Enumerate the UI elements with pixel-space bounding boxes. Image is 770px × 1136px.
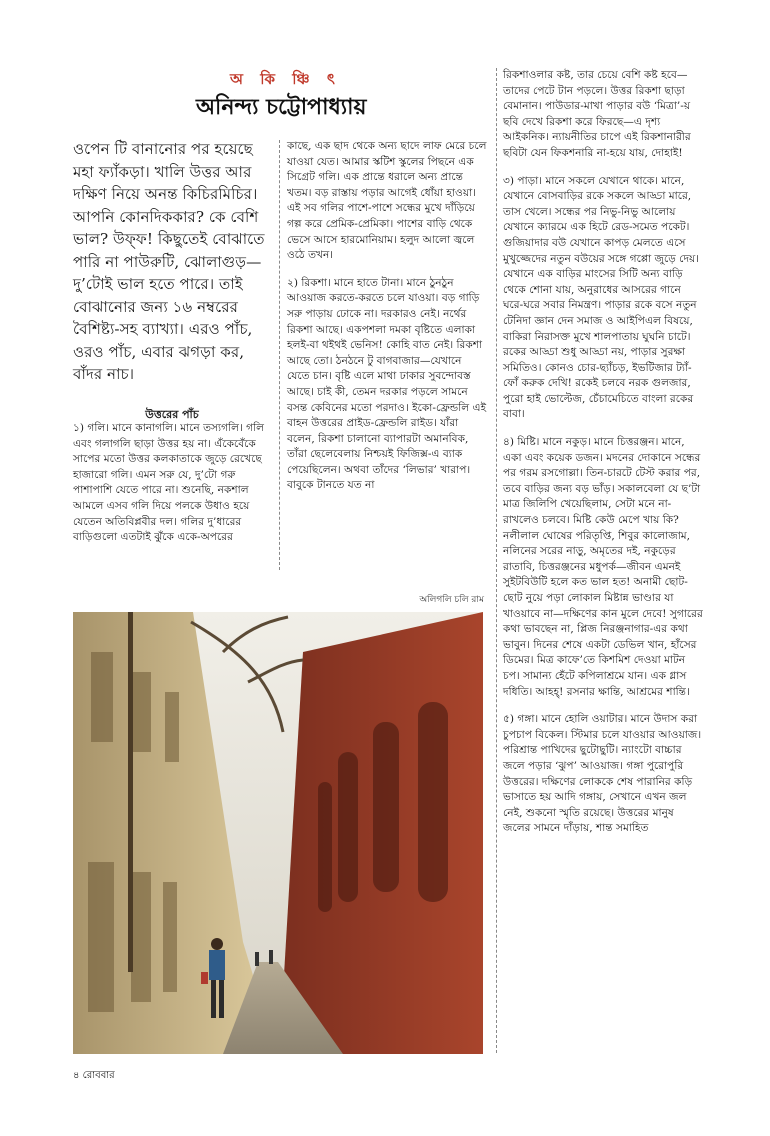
para-mishti: ৪) মিষ্টি। মানে নকুড়। মানে চিত্তরঞ্জন। মানে, একা এবং কয়েক ডজন। মদনের দোকানে সন্ধের পর গরম রসগোল্লা। তিন-চারটে টেস্ট করার পর, তবে বাড়ির জন্য বড় ভাঁড়। সকালবেলা যে ছ’টা মাত্র জিলিপি খেয়েছিলাম, সেটা মনে না-রাখলেও চলবে। মিষ্টি কেউ মেপে খায় কি? নলীলাল ঘোষের পরিতৃপ্তি, শিবুর কালোজাম, নলিনের সরের নাড়ু, অমৃতের দই, নকুড়ের রাতাবি, চিত্তরঞ্জনের মধুপর্ক—জীবন এমনই সুইটবিউটি হলে কত ভাল হত! অনামী ছোট-ছোট নুয়ে পড়া লোকাল মিষ্টান্ন ভাণ্ডার যা খাওয়াবে না—দক্ষিণের কান মুলে দেবে! সুগারের কথা ভাবছেন না, প্লিজ নিরঞ্জনাগার-এর কথা ভাবুন। দিনের শেষে একটা ডেভিল খান, হাঁসের ডিমের। মিত্র কাফে’তে কিশমিশ দেওয়া মাটন চপ। সামান্য হেঁটে কপিলাশ্রমে যান। এক গ্লাস দধিতি। আহহ্! রসনার ক্ষান্তি, আশ্রমের শান্তি। [503, 436, 703, 698]
para-ganga: ৫) গঙ্গা। মানে হোলি ওয়াটার। মানে উদাস করা চুপচাপ বিকেল। স্টিমার চলে যাওয়ার আওয়াজ। পরিশ্রান্ত পাখিদের ছুটোছুটি। ন্যাংটো বাচ্চার জলে পড়ার ‘ঝুপ’ আওয়াজ। গঙ্গা পুরোপুরি উত্তরের। দক্ষিণের লোককে শেষ পারানির কড়ি ভাসাতে হয় আদি গঙ্গায়, সেখানে এখন জল নেই, শুকনো স্মৃতি রয়েছে। উত্তরের মানুষ জলের সামনে দাঁড়ায়, শান্ত সমাহিত [503, 713, 702, 835]
alley-photo [73, 612, 483, 1054]
column-b [287, 139, 487, 494]
para-goli: ১) গলি। মানে কানাগলি। মানে তস্যগলি। গলি এবং গলাগলি ছাড়া উত্তর হয় না। এঁকেবেঁকে সাপের মতো উত্তর কলকাতাকে জুড়ে রেখেছে হাজারো গলি। এমন সরু যে, দু’টো গরু পাশাপাশি যেতে পারে না। শুনেছি, নকশাল আমলে এসব গলি দিয়ে পলকে উধাও হয়ে যেতেন অতিবিপ্লবীর দল। গলির দু’ধারের বাড়িগুলো এতটাই ঝুঁকে একে-অপরের [73, 422, 265, 544]
page-footer: ৪ রোববার [73, 1070, 115, 1081]
column-c [503, 68, 703, 837]
kicker: অ কি ঞ্চি ৎ [230, 70, 341, 88]
column-divider-right [496, 68, 497, 1053]
photo-caption: অলিগলি চলি রাম [419, 595, 484, 605]
section-subhead: উত্তরের পাঁচ [145, 408, 199, 421]
para-para: ৩) পাড়া। মানে সকলে যেখানে থাকে। মানে, যেখানে বোসবাড়ির রকে সকলে আড্ডা মারে, তাস খেলে। সন্ধের পর নিভু-নিভু আলোয় যেখানে ক্যারমে এক হিটে রেড-সমেত পকেট। গুজিয়াদার বউ যেখানে কাপড় মেলতে এসে মুখুজ্জেদের নতুন বউয়ের সঙ্গে গপ্পো জুড়ে দেয়। যেখানে এক বাড়ির মাংসের সিটি অন্য বাড়ি থেকে শোনা যায়, অনুরাধের আসরের গানে ঘরে-ঘরে সবার নিমন্ত্রণ। পাড়ার রকে বসে নতুন টেনিদা জ্ঞান দেন সমাজ ও আইপিএল বিষয়ে, বাকিরা নিরাসক্ত মুখে শালপাতায় ঘুঘনি চাটে। রকের আড্ডা শুধু আড্ডা নয়, পাড়ার সুরক্ষা সমিতিও। কোনও চোর-ছ্যাঁচড়, ইভটিজার ট্যাঁ-ফোঁ করুক দেখি! রকেই চলবে নরক গুলজার, পুরো হাই ভোল্টেজ, চেঁচামেচিতে বাংলা রকের বাবা। [503, 174, 700, 421]
para-goli-continued: কাছে, এক ছাদ থেকে অন্য ছাদে লাফ মেরে চলে যাওয়া যেত। আমার স্কটিশ স্কুলের পিছনে এক সিগ্রেট গলি। এক প্রান্তে ধরালে অন্য প্রান্তে খতম। বড় রাস্তায় পড়ার আগেই ধোঁয়া হাওয়া। এই সব গলির পাশে-পাশে সন্ধের মুখে দাঁড়িয়ে গল্প করে প্রেমিক-প্রেমিকা। পাশের বাড়ি থেকে ভেসে আসে হারমোনিয়াম। হলুদ আলো জ্বলে ওঠে তখন। [287, 140, 487, 262]
intro-paragraph: ওপেন টি বানানোর পর হয়েছে মহা ফ্যাঁকড়া। খালি উত্তর আর দক্ষিণ নিয়ে অনন্ত কিচিরমিচির। আপনি কোনদিককার? কে বেশি ভাল? উফ্ফ! কিছুতেই বোঝাতে পারি না পাউরুটি, ঝোলাগুড়—দু’টোই ভাল হতে পারে। তাই বোঝানোর জন্য ১৬ নম্বরের বৈশিষ্ট্য-সহ ব্যাখ্যা। এরও পাঁচ, ওরও পাঁচ, এবার ঝগড়া কর, বাঁদর নাচ। [73, 140, 265, 383]
para-rickshaw: ২) রিকশা। মানে হাতে টানা। মানে ঠুনঠুন আওয়াজ করতে-করতে চলে যাওয়া। বড় গাড়ি সরু পাড়ায় ঢোকে না। দরকারও নেই। নর্থের রিকশা আছে। একপশলা দমকা বৃষ্টিতে এলাকা হলই-বা থইথই ভেনিস! কোহি বাত নেই। রিকশা আছে তো। ঠনঠনে টু বাগবাজার—যেখানে যেতে চান। বৃষ্টি এলে মাথা ঢাকার সুবন্দোবস্ত আছে। চাই কী, তেমন দরকার পড়লে সামনে বসন্ত কেবিনের মতো পরদাও। ইকো-ফ্রেন্ডলি এই বাহন উত্তরের প্রাইড-ফ্রেন্ডলি রাইড। যাঁরা বলেন, রিকশা চালানো ব্যাপারটা অমানবিক, তাঁরা ছেলেবেলায় নিশ্চয়ই ফিজিক্স-এ ব্যাক পেয়েছিলেন। অথবা তাঁদের ‘লিভার’ খারাপ। বাবুকে টানতে যত না [287, 276, 487, 492]
author-name: অনিন্দ্য চট্টোপাধ্যায় [196, 94, 367, 120]
column-a [73, 421, 273, 546]
column-divider-middle [279, 140, 280, 570]
para-rickshaw-continued: রিকশাওলার কষ্ট, তার চেয়ে বেশি কষ্ট হবে—তাদের পেটে টান পড়লে। উত্তর রিকশা ছাড়া বেমানান। পাউডার-মাখা পাড়ার বউ ‘মিত্রা’-য় ছবি দেখে রিকশা করে ফিরছে—এ দৃশ্য আইকনিক। ন্যায়নীতির চাপে এই রিকশানারীর ছবিটা যেন ফিকশনারি না-হয়ে যায়, দোহাই! [503, 69, 691, 159]
